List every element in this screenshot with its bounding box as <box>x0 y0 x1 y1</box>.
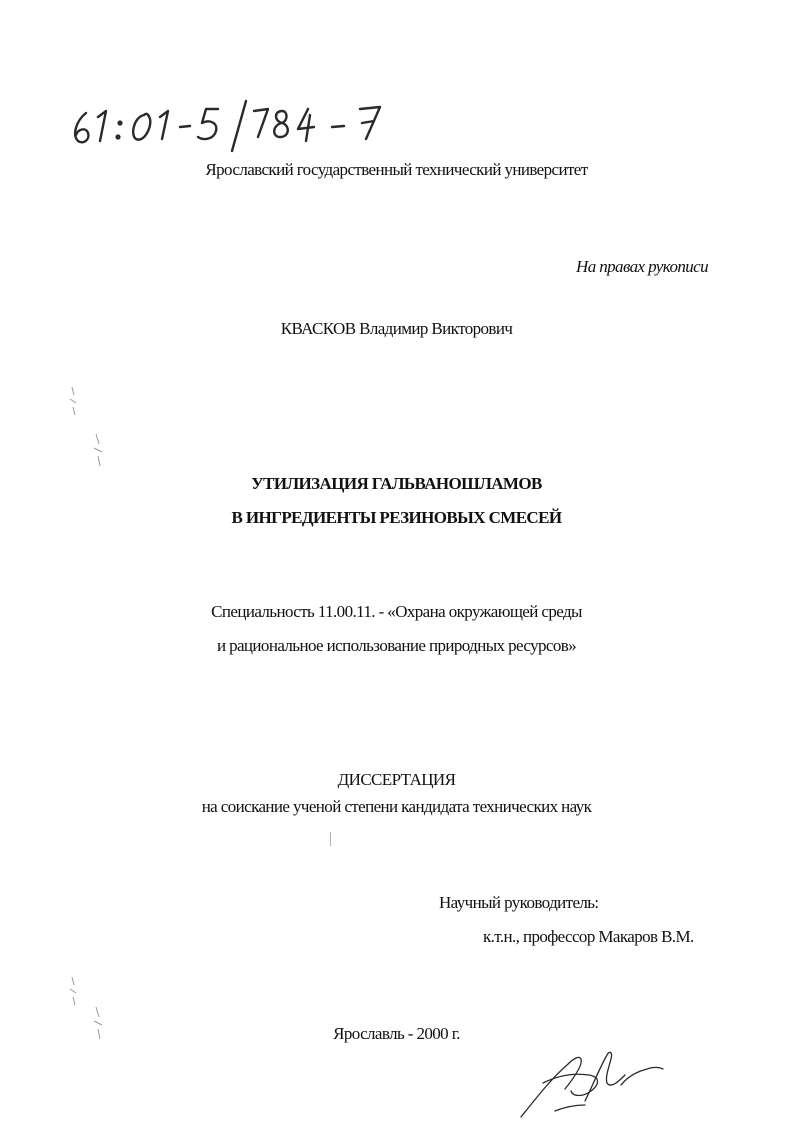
author-name: КВАСКОВ Владимир Викторович <box>280 319 513 338</box>
rights-note: На правах рукописи <box>576 257 708 276</box>
supervisor-name: к.т.н., профессор Макаров В.М. <box>483 927 694 946</box>
handwritten-signature <box>515 1045 665 1120</box>
scan-speck-2 <box>90 432 108 468</box>
handwritten-catalog-code <box>68 95 408 155</box>
specialty-line-2: и рациональное использование природных ресурсов» <box>216 636 577 655</box>
supervisor-label: Научный руководитель: <box>439 893 599 912</box>
place-and-year: Ярославль - 2000 г. <box>333 1024 460 1043</box>
scan-speck-4 <box>90 1005 108 1041</box>
scan-speck-3 <box>66 975 82 1009</box>
document-type: ДИССЕРТАЦИЯ <box>337 770 456 789</box>
scan-speck-5 <box>330 832 331 846</box>
university-name: Ярославский государственный технический университет <box>205 160 588 179</box>
degree-statement: на соискание ученой степени кандидата технических наук <box>201 797 592 816</box>
dissertation-title-line-2: В ИНГРЕДИЕНТЫ РЕЗИНОВЫХ СМЕСЕЙ <box>231 508 562 527</box>
dissertation-title-line-1: УТИЛИЗАЦИЯ ГАЛЬВАНОШЛАМОВ <box>251 474 542 493</box>
scan-speck-1 <box>66 385 82 419</box>
specialty-line-1: Специальность 11.00.11. - «Охрана окружающей среды <box>211 602 582 621</box>
